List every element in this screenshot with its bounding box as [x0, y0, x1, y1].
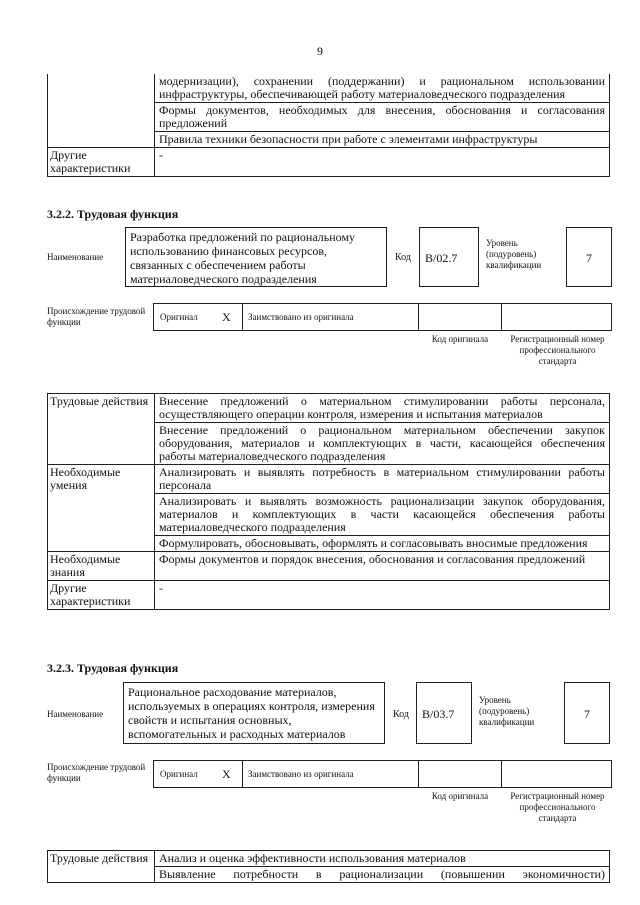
table-cell: Формы документов и порядок внесения, обоснования и согласования предложений: [155, 552, 610, 581]
table-cell: Анализировать и выявлять потребность в материальном стимулировании работы персонала: [155, 465, 610, 494]
code-original-caption: Код оригинала: [431, 791, 489, 801]
row-label: Трудовые действия: [48, 851, 155, 883]
level-box: 7: [564, 682, 610, 744]
table-cell: Формы документов, необходимых для внесения, обоснования и согласования предложений: [155, 103, 610, 132]
table-row: [48, 552, 610, 581]
code-box: B/03.7: [416, 682, 472, 744]
origin-label: Происхождение трудовой функции: [47, 762, 146, 783]
original-label: Оригинал: [160, 769, 198, 779]
table-row: [48, 851, 610, 867]
level-label: Уровень (подуровень) квалификации: [479, 695, 535, 727]
labor-function-table: [47, 393, 610, 610]
origin-label: Происхождение трудовой функции: [47, 306, 146, 327]
borrowed-label: Заимствовано из оригинала: [248, 312, 354, 322]
table-cell: Внесение предложений о материальном стимулировании работы персонала, осуществляющего операции контроля, измерения и испытания материалов: [155, 394, 610, 423]
original-mark: X: [222, 767, 231, 781]
table-cell: Внесение предложений о рациональном материальном обеспечении закупок оборудования, материалов и комплектующих в части, касающейся обеспечения работы материаловедческого подразделения: [155, 423, 610, 465]
function-name-box: Разработка предложений по рациональному использованию финансовых ресурсов, связанных с обеспечением работы материаловедческого подразделения: [125, 227, 387, 287]
reg-number-caption: Регистрационный номер профессионального стандарта: [510, 334, 605, 366]
origin-row: [153, 303, 612, 331]
row-label: Трудовые действия: [48, 394, 155, 465]
page-number: 9: [317, 44, 323, 58]
original-cell: [154, 761, 243, 787]
labor-function-table: [47, 850, 610, 883]
code-original-cell: [418, 761, 502, 787]
code-original-caption: Код оригинала: [431, 334, 489, 344]
row-label: [48, 74, 155, 148]
row-label: Необходимые умения: [48, 465, 155, 552]
name-label: Наименование: [47, 252, 104, 262]
level-box: 7: [566, 227, 612, 287]
table-cell: Анализировать и выявлять возможность рационализации закупок оборудования, материалов и комплектующих в части касающейся обеспечения работы материаловедческого подразделения: [155, 494, 610, 536]
code-original-cell: [418, 304, 502, 330]
table-cell: Правила техники безопасности при работе с элементами инфраструктуры: [155, 132, 610, 148]
code-label: Код: [393, 709, 409, 720]
table-row: [48, 465, 610, 494]
code-box: B/02.7: [419, 227, 479, 287]
name-label: Наименование: [47, 709, 104, 719]
table-cell: модернизации), сохранении (поддержании) и рациональном использовании инфраструктуры, обеспечивающей работу материаловедческого подразделения: [155, 74, 610, 103]
table-cell: Выявление потребности в рационализации (повышении экономичности): [155, 867, 610, 883]
original-cell: [154, 304, 243, 330]
table-row: [48, 394, 610, 423]
table-row: [48, 581, 610, 610]
table-cell: -: [155, 581, 610, 610]
top-continuation-table: [47, 74, 610, 177]
table-cell: Формулировать, обосновывать, оформлять и согласовывать вносимые предложения: [155, 536, 610, 552]
table-cell: Анализ и оценка эффективности использования материалов: [155, 851, 610, 867]
borrowed-label: Заимствовано из оригинала: [248, 769, 354, 779]
original-label: Оригинал: [160, 312, 198, 322]
table-row: [48, 74, 610, 103]
function-name-box: Рациональное расходование материалов, используемых в операциях контроля, измерения свойств и испытания основных, вспомогательных и расходных материалов: [123, 682, 385, 744]
origin-row: [153, 760, 612, 788]
table-row: [48, 148, 610, 177]
code-label: Код: [395, 252, 411, 263]
original-mark: X: [222, 310, 231, 324]
row-label: Другие характеристики: [48, 581, 155, 610]
section-heading: 3.2.3. Трудовая функция: [47, 661, 179, 675]
row-label: Необходимые знания: [48, 552, 155, 581]
section-heading: 3.2.2. Трудовая функция: [47, 207, 179, 221]
level-label: Уровень (подуровень) квалификации: [486, 238, 542, 270]
row-label: Другие характеристики: [48, 148, 155, 177]
table-cell: -: [155, 148, 610, 177]
reg-number-caption: Регистрационный номер профессионального стандарта: [510, 791, 605, 823]
